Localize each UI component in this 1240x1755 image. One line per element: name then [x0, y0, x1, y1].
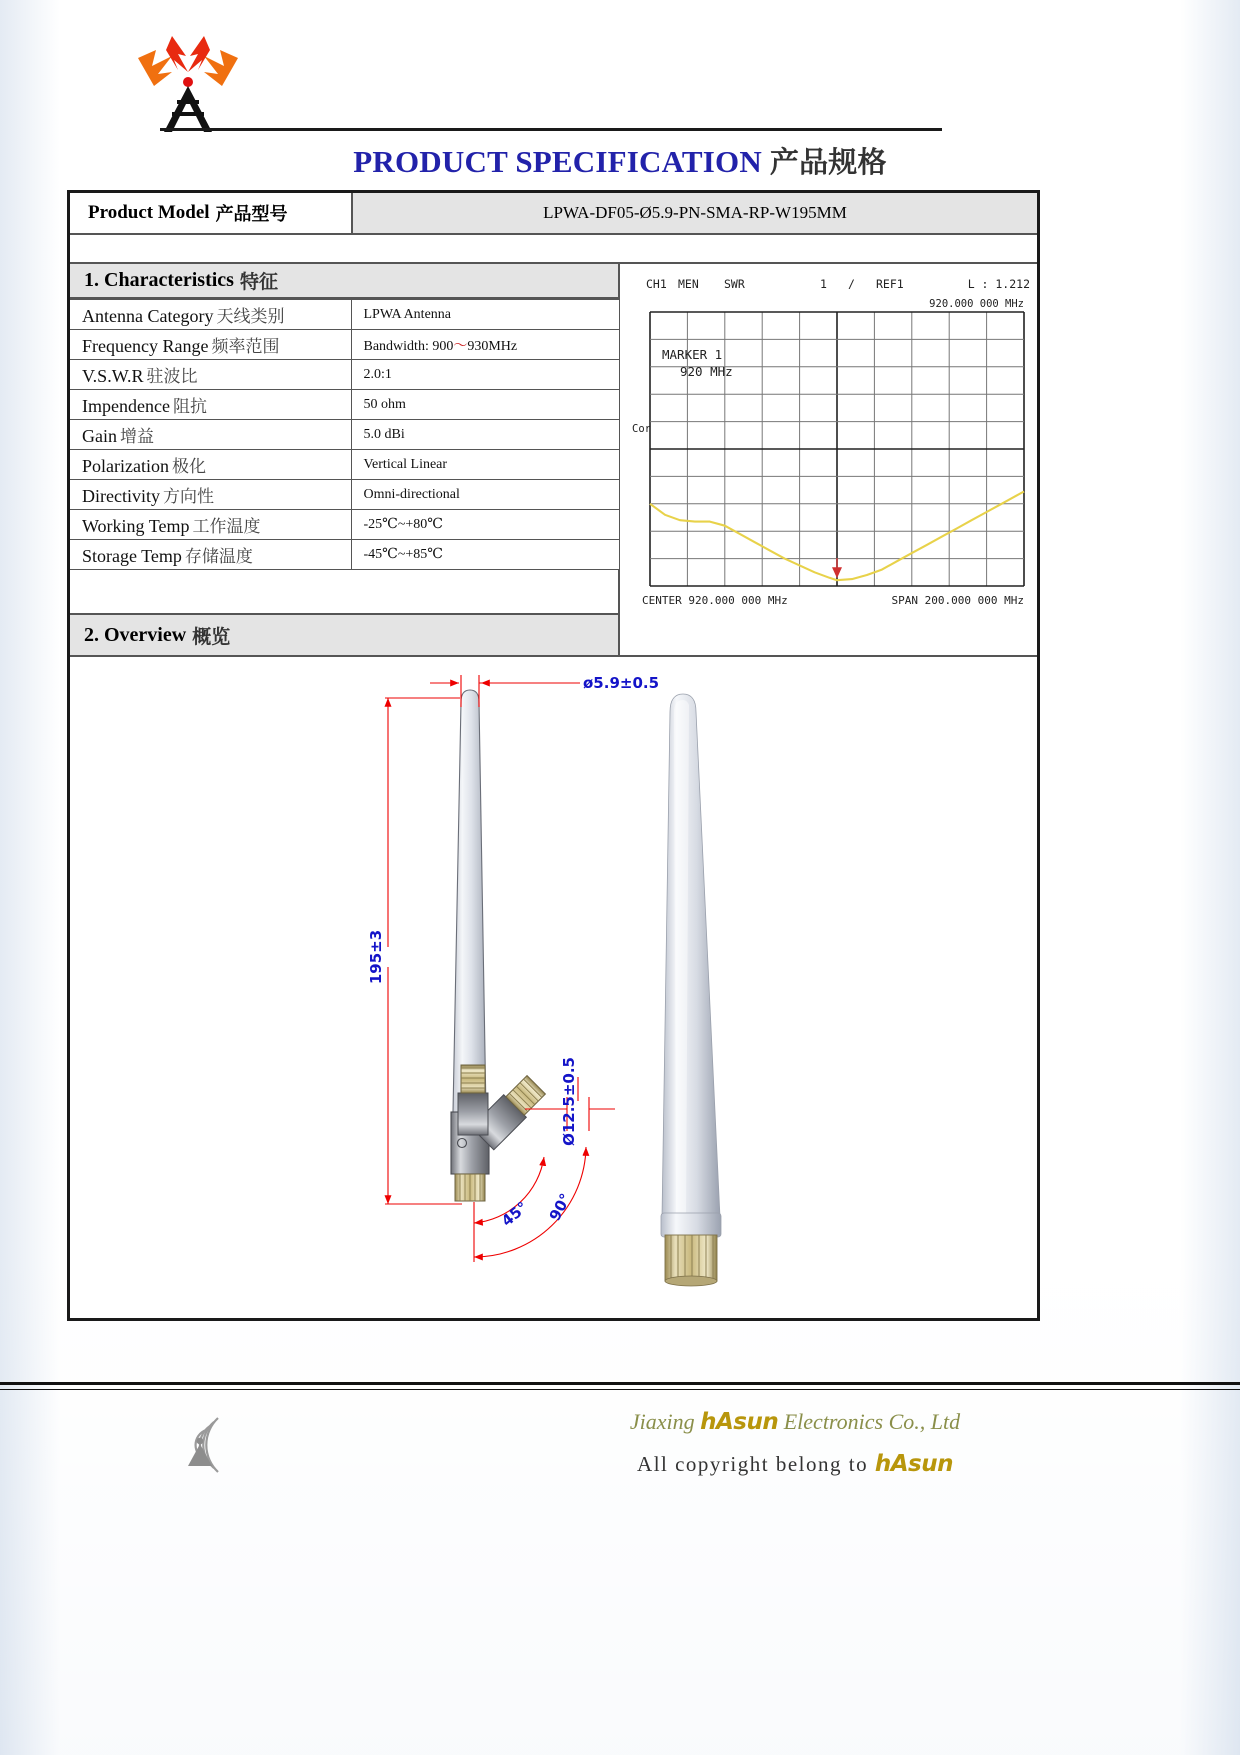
section-label-overview-cn: 概览	[192, 625, 231, 648]
table-row	[70, 300, 620, 330]
footer-company-line	[560, 1409, 1030, 1435]
section-header-overview	[70, 615, 620, 657]
chart-marker-readout: L : 1.212	[967, 277, 1030, 291]
header-divider	[160, 128, 942, 131]
spec-key-4	[70, 420, 351, 450]
product-model-label-en: Product Model	[88, 202, 210, 223]
spec-key-en: Impendence	[82, 396, 170, 416]
overview-drawing	[70, 657, 1037, 1318]
spec-key-0	[70, 300, 351, 330]
chart-center-label: CENTER 920.000 000 MHz	[642, 594, 788, 607]
table-row	[70, 390, 620, 420]
chart-marker-frequency-readout: 920.000 000 MHz	[929, 298, 1024, 310]
footer-logo-icon	[176, 1408, 246, 1480]
product-model-label	[70, 193, 353, 233]
chart-marker-frequency: 920 MHz	[680, 364, 733, 379]
footer-company-prefix: Jiaxing	[629, 1409, 695, 1434]
spec-key-3	[70, 390, 351, 420]
table-row	[70, 450, 620, 480]
chart-span-label: SPAN 200.000 000 MHz	[891, 594, 1024, 607]
footer-copyright-text: All copyright belong to	[637, 1452, 869, 1476]
product-model-label-cn: 产品型号	[215, 204, 288, 225]
spacer-row	[70, 235, 1037, 264]
table-row	[70, 330, 620, 360]
spec-key-cn: 极化	[171, 457, 206, 477]
dimension-angle-90: 90°	[545, 1190, 575, 1224]
spec-value-0: LPWA Antenna	[351, 300, 620, 330]
spec-key-en: Working Temp	[82, 516, 190, 536]
spec-key-cn: 频率范围	[211, 337, 280, 357]
spec-value-4: 5.0 dBi	[351, 420, 620, 450]
chart-channel-label: CH1	[646, 277, 667, 291]
antenna-technical-drawing	[451, 690, 548, 1201]
product-model-row	[70, 193, 1037, 235]
page-footer	[0, 1395, 1240, 1555]
chart-marker-arrow	[832, 558, 842, 578]
spec-key-en: Frequency Range	[82, 336, 209, 356]
spec-key-7	[70, 510, 351, 540]
chart-slash-label: /	[848, 277, 855, 291]
antenna-product-photo	[661, 694, 721, 1286]
dimension-leaders	[385, 675, 615, 1262]
characteristics-table-blank-row	[70, 569, 620, 615]
spec-key-2	[70, 360, 351, 390]
section-label-characteristics-en: Characteristics	[104, 269, 234, 291]
spec-value-6: Omni-directional	[351, 480, 620, 510]
spec-key-en: Storage Temp	[82, 546, 182, 566]
vswr-chart-svg	[620, 264, 1037, 657]
spec-key-6	[70, 480, 351, 510]
table-row	[70, 510, 620, 540]
footer-divider-thick	[0, 1382, 1240, 1385]
page-title-en: PRODUCT SPECIFICATION	[353, 144, 762, 179]
dimension-rod-diameter: ø5.9±0.5	[583, 674, 660, 692]
footer-company-suffix: Electronics Co., Ltd	[783, 1409, 961, 1434]
footer-divider-thin	[0, 1389, 1240, 1390]
chart-marker-label: MARKER 1	[662, 347, 723, 362]
spec-key-en: Polarization	[82, 456, 169, 476]
chart-scale-label: 1	[820, 277, 827, 291]
table-row	[70, 480, 620, 510]
chart-correction-label: Cor	[632, 423, 651, 435]
spec-key-8	[70, 540, 351, 570]
spec-key-cn: 阻抗	[172, 397, 207, 417]
dimension-angle-45: 45°	[498, 1198, 532, 1231]
spec-key-en: Antenna Category	[82, 306, 214, 326]
spec-value-1: Bandwidth: 900～930MHz	[351, 330, 620, 360]
section-number-2: 2.	[84, 623, 99, 646]
spec-key-en: Gain	[82, 426, 117, 446]
overview-drawing-svg	[70, 657, 1037, 1318]
specification-frame	[67, 190, 1040, 1321]
table-row	[70, 360, 620, 390]
chart-format-label: SWR	[724, 277, 745, 291]
footer-copyright-brand: hAsun	[874, 1451, 953, 1477]
spec-key-cn: 存储温度	[184, 547, 253, 567]
section-header-characteristics	[70, 264, 620, 299]
spec-key-cn: 工作温度	[192, 517, 261, 537]
spec-value-8: -45℃~+85℃	[351, 540, 620, 570]
spec-key-en: V.S.W.R	[82, 366, 144, 386]
vswr-chart	[620, 264, 1037, 657]
spec-key-cn: 增益	[120, 427, 154, 447]
chart-memory-label: MEN	[678, 277, 699, 291]
page-title	[0, 140, 1240, 181]
spec-key-cn: 驻波比	[146, 367, 198, 387]
product-model-value: LPWA-DF05-Ø5.9-PN-SMA-RP-W195MM	[353, 193, 1037, 233]
spec-value-2: 2.0:1	[351, 360, 620, 390]
section-label-characteristics-cn: 特征	[239, 271, 278, 293]
company-logo-icon	[128, 26, 248, 134]
spec-key-1	[70, 330, 351, 360]
spec-value-3: 50 ohm	[351, 390, 620, 420]
chart-reference-label: REF1	[876, 277, 904, 291]
section-label-overview-en: Overview	[104, 623, 187, 646]
spec-key-cn: 天线类别	[216, 307, 285, 327]
characteristics-table	[70, 299, 620, 570]
dimension-total-length: 195±3	[367, 929, 385, 985]
section-number-1: 1.	[84, 269, 99, 291]
footer-copyright-line	[560, 1451, 1030, 1477]
dimension-hinge-diameter: Ø12.5±0.5	[560, 1057, 578, 1146]
spec-key-en: Directivity	[82, 486, 160, 506]
footer-brand-mark: hAsun	[700, 1409, 779, 1435]
spec-key-cn: 方向性	[162, 487, 214, 507]
page-title-cn: 产品规格	[769, 145, 887, 179]
spec-value-7: -25℃~+80℃	[351, 510, 620, 540]
table-row	[70, 540, 620, 570]
spec-value-5: Vertical Linear	[351, 450, 620, 480]
table-row	[70, 420, 620, 450]
spec-key-5	[70, 450, 351, 480]
